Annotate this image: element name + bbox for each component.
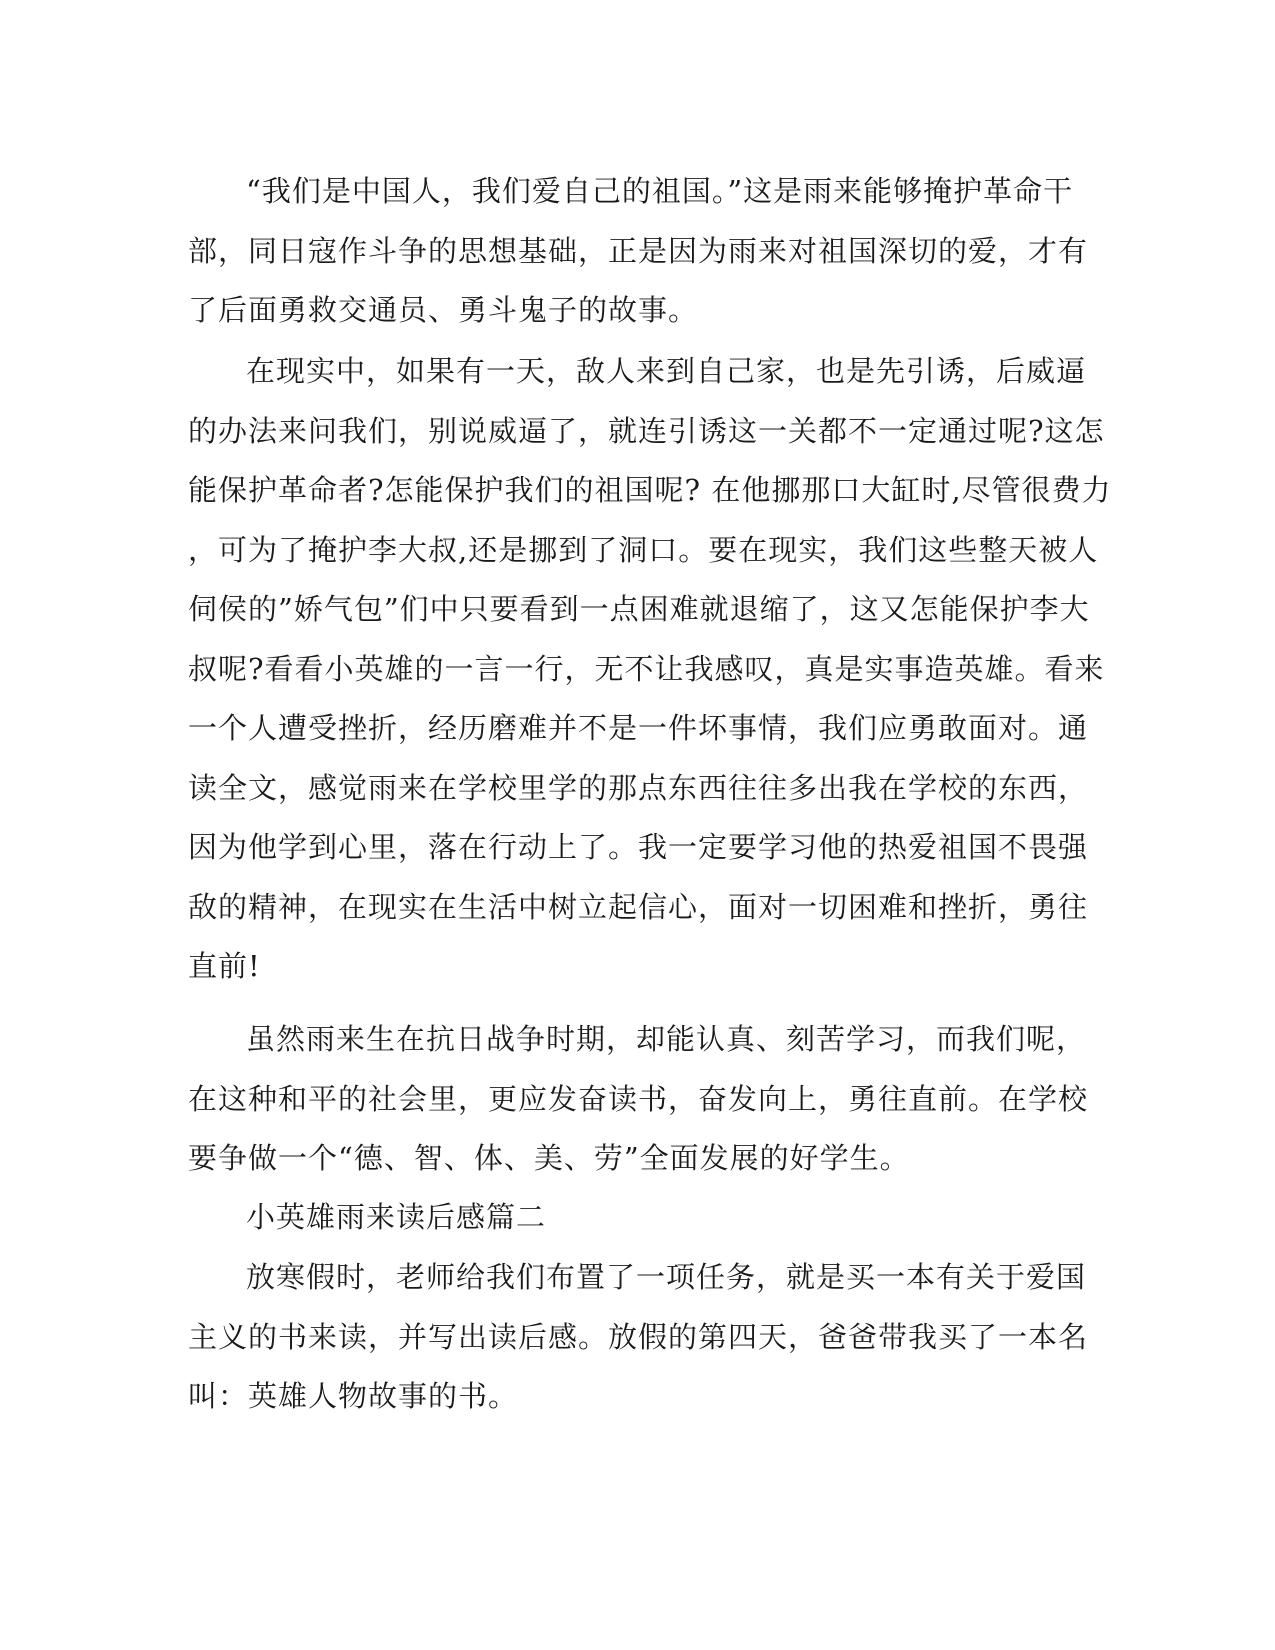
- section-heading-text: 小英雄雨来读后感篇二: [246, 1200, 547, 1234]
- paragraph-line: 直前!: [188, 949, 261, 983]
- paragraph-line: 叫：英雄人物故事的书。: [188, 1379, 519, 1413]
- paragraph-line: 了后面勇救交通员、勇斗鬼子的故事。: [188, 293, 699, 327]
- paragraph-line: 在这种和平的社会里，更应发奋读书，奋发向上，勇往直前。在学校: [188, 1081, 1089, 1116]
- paragraph-line: 一个人遭受挫折，经历磨难并不是一件坏事情，我们应勇敢面对。通: [188, 711, 1089, 745]
- paragraph-line: 部，同日寇作斗争的思想基础，正是因为雨来对祖国深切的爱，才有: [188, 233, 1089, 268]
- paragraph-line: 叔呢?看看小英雄的一言一行，无不让我感叹，真是实事造英雄。看来: [188, 651, 1105, 686]
- paragraph-line: “我们是中国人，我们爱自己的祖国。”这是雨来能够掩护革命干: [246, 174, 1074, 208]
- paragraph-line: 因为他学到心里，落在行动上了。我一定要学习他的热爱祖国不畏强: [188, 830, 1089, 864]
- paragraph-line: 在现实中，如果有一天，敌人来到自己家，也是先引诱，后威逼: [246, 354, 1087, 388]
- paragraph-line: 读全文，感觉雨来在学校里学的那点东西往往多出我在学校的东西，: [188, 770, 1089, 805]
- paragraph-3: [188, 1010, 1089, 1189]
- paragraph-line: ，可为了掩护李大叔,还是挪到了洞口。要在现实，我们这些整天被人: [188, 532, 1099, 567]
- paragraph-2: [188, 342, 1112, 997]
- paragraph-line: 放寒假时，老师给我们布置了一项任务，就是买一本有关于爱国: [246, 1260, 1087, 1294]
- paragraph-line: 的办法来问我们，别说威逼了，就连引诱这一关都不一定通过呢?这怎: [188, 413, 1105, 448]
- paragraph-line: 敌的精神，在现实在生活中树立起信心，面对一切困难和挫折，勇往: [188, 889, 1089, 924]
- paragraph-line: 主义的书来读，并写出读后感。放假的第四天，爸爸带我买了一本名: [188, 1319, 1089, 1354]
- paragraph-5: [188, 1248, 1089, 1427]
- paragraph-line: 伺侯的”娇气包”们中只要看到一点困难就退缩了，这又怎能保护李大: [188, 592, 1090, 626]
- section-heading: [188, 1188, 1068, 1248]
- paragraph-1: [188, 162, 1089, 341]
- paragraph-line: 要争做一个“德、智、体、美、劳”全面发展的好学生。: [188, 1141, 910, 1175]
- paragraph-line: 能保护革命者?怎能保护我们的祖国呢? 在他挪那口大缸时,尽管很费力: [188, 473, 1112, 507]
- paragraph-line: 虽然雨来生在抗日战争时期，却能认真、刻苦学习，而我们呢，: [246, 1022, 1087, 1056]
